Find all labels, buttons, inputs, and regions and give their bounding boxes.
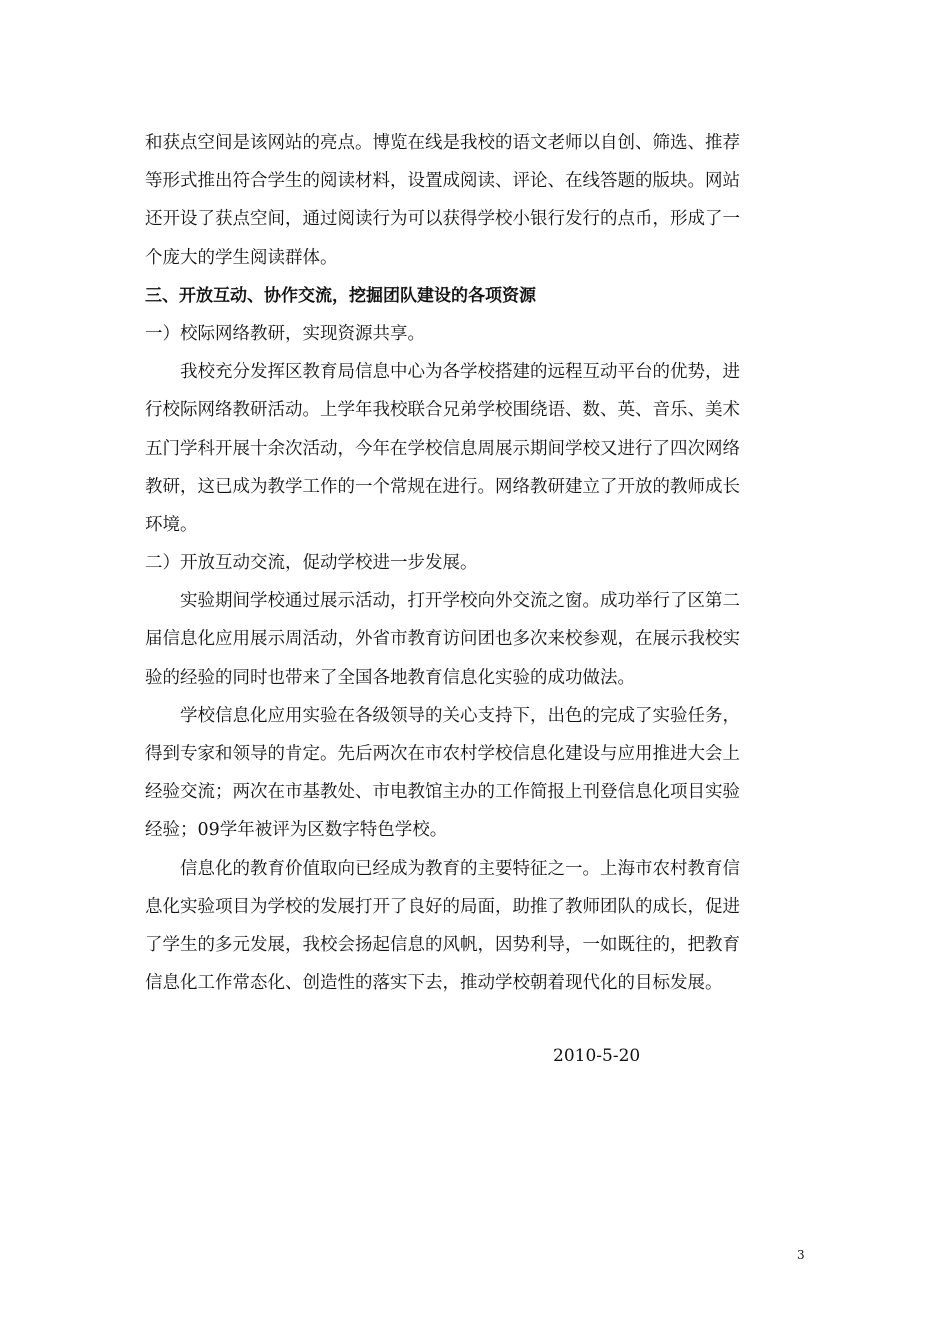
text-line: 信息化的教育价值取向已经成为教育的主要特征之一。上海市农村教育信 <box>180 858 740 879</box>
text-line: 五门学科开展十余次活动，今年在学校信息周展示期间学校又进行了四次网络 <box>145 438 740 459</box>
text-line: 环境。 <box>145 514 198 535</box>
page-number: 3 <box>797 1248 805 1262</box>
text-line: 教研，这已成为教学工作的一个常规在进行。网络教研建立了开放的教师成长 <box>145 476 740 497</box>
text-line: 我校充分发挥区教育局信息中心为各学校搭建的远程互动平台的优势，进 <box>180 362 740 383</box>
text-line: 经验；09学年被评为区数字特色学校。 <box>145 820 448 841</box>
text-line: 得到专家和领导的肯定。先后两次在市农村学校信息化建设与应用推进大会上 <box>145 744 740 764</box>
text-line: 和获点空间是该网站的亮点。博览在线是我校的语文老师以自创、筛选、推荐 <box>145 133 740 153</box>
text-line: 还开设了获点空间，通过阅读行为可以获得学校小银行发行的点币，形成了一 <box>145 209 740 230</box>
text-line: 息化实验项目为学校的发展打开了良好的局面，助推了教师团队的成长，促进 <box>145 896 740 917</box>
text-line: 了学生的多元发展，我校会扬起信息的风帆，因势利导，一如既往的，把教育 <box>145 934 740 955</box>
text-line: 实验期间学校通过展示活动，打开学校向外交流之窗。成功举行了区第二 <box>180 591 740 612</box>
text-line: 届信息化应用展示周活动，外省市教育访问团也多次来校参观，在展示我校实 <box>145 629 740 650</box>
text-line: 行校际网络教研活动。上学年我校联合兄弟学校围绕语、数、英、音乐、美术 <box>145 400 740 421</box>
text-line: 个庞大的学生阅读群体。 <box>145 247 338 268</box>
section-heading: 三、开放互动、协作交流，挖掘团队建设的各项资源 <box>145 285 536 306</box>
document-body <box>145 124 811 1002</box>
text-line: 信息化工作常态化、创造性的落实下去，推动学校朝着现代化的目标发展。 <box>145 973 723 994</box>
subsection-title: 二）开放互动交流，促动学校进一步发展。 <box>145 553 478 574</box>
subsection-title: 一）校际网络教研，实现资源共享。 <box>145 323 425 344</box>
text-line: 等形式推出符合学生的阅读材料，设置成阅读、评论、在线答题的版块。网站 <box>145 171 740 192</box>
text-line: 学校信息化应用实验在各级领导的关心支持下，出色的完成了实验任务， <box>180 705 740 726</box>
text-line: 经验交流；两次在市基教处、市电教馆主办的工作简报上刊登信息化项目实验 <box>145 782 740 803</box>
text-line: 验的经验的同时也带来了全国各地教育信息化实验的成功做法。 <box>145 667 635 688</box>
document-date: 2010-5-20 <box>553 1046 641 1066</box>
